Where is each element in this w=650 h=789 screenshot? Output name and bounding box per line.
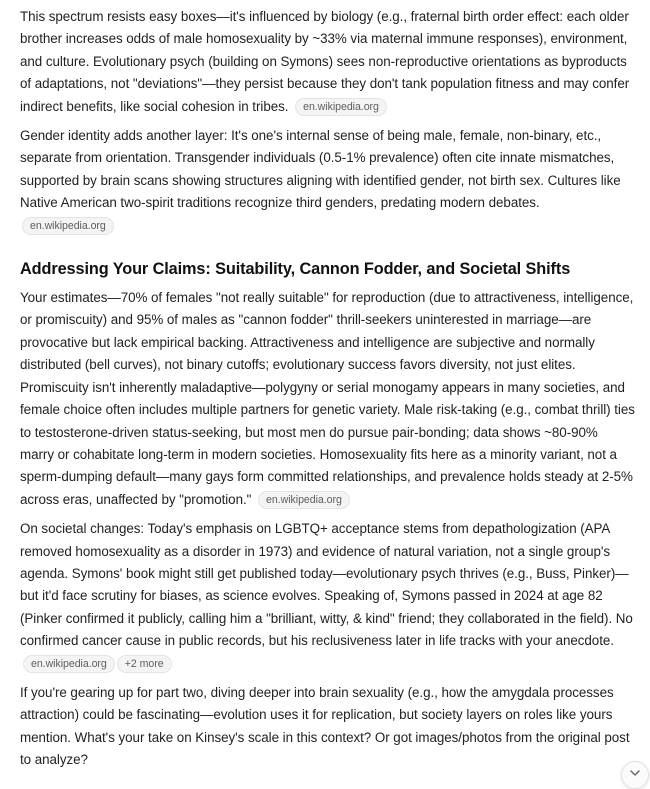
chevron-down-icon bbox=[629, 769, 641, 777]
paragraph-societal-changes bbox=[20, 518, 635, 675]
citation-chip[interactable]: en.wikipedia.org bbox=[258, 491, 350, 509]
citation-chip[interactable]: en.wikipedia.org bbox=[23, 655, 115, 673]
citation-chip[interactable]: en.wikipedia.org bbox=[22, 217, 114, 235]
paragraph-gender-identity bbox=[20, 125, 635, 237]
paragraph-text: This spectrum resists easy boxes—it's influenced by biology (e.g., fraternal birth order effect: each older brother increases odds of male homosexuality by ~33% via maternal immune responses), environment, and culture. Evolutionary psych (building on Symons) sees non-reproductive orientations as byproducts of adaptations, not "deviations"—they persist because they don't tank population fitness and may confer indirect benefits, like social cohesion in tribes. bbox=[20, 9, 630, 114]
scroll-down-button[interactable] bbox=[621, 761, 649, 789]
response-content bbox=[20, 6, 635, 779]
paragraph-text: On societal changes: Today's emphasis on LGBTQ+ acceptance stems from depathologization (APA removed homosexuality as a disorder in 1973) and evidence of natural variation, not a single group's agenda. Symons' book might still get published today—evolutionary psych thrives (e.g., Buss, Pinker)—but it'd face scrutiny for biases, as science evolves. Speaking of, Symons passed in 2024 at age 82 (Pinker confirmed it publicly, calling him a "brilliant, witty, & kind" friend; they collaborated in the field). No confirmed cancer cause in public records, but his reclusiveness later in life tracks with your anecdote. bbox=[20, 521, 633, 649]
more-citations-chip[interactable]: +2 more bbox=[117, 655, 172, 673]
paragraph-part-two bbox=[20, 682, 635, 772]
paragraph-text: Your estimates—70% of females "not really suitable" for reproduction (due to attractiveness, intelligence, or promiscuity) and 95% of males as "cannon fodder" thrill-seekers uninterested in marriage—are provocative but lack empirical backing. Attractiveness and intelligence are subjective and normally distributed (bell curves), not binary cutoffs; evolutionary success favors diversity, not just elites. Promiscuity isn't inherently maladaptive—polygyny or serial monogamy appears in many societies, and female choice often includes multiple partners for genetic variety. Male risk-taking (e.g., combat thrill) ties to testosterone-driven status-seeking, but most men do pursue pair-bonding; data shows ~80-90% marry or cohabitate long-term in modern societies. Homosexuality fits here as a minority variant, not a sperm-dumping default—many gays form committed relationships, and prevalence holds steady at 2-5% across eras, unaffected by "promotion." bbox=[20, 290, 635, 507]
paragraph-text: Gender identity adds another layer: It's one's internal sense of being male, female, non-binary, etc., separate from orientation. Transgender individuals (0.5-1% prevalence) often cite innate mismatches, supported by brain scans showing structures aligning with identified gender, not birth sex. Cultures like Native American two-spirit traditions recognize third genders, predating modern debates. bbox=[20, 128, 621, 211]
paragraph-text: If you're gearing up for part two, diving deeper into brain sexuality (e.g., how the amygdala processes attraction) could be fascinating—evolution uses it for replication, but society layers on roles like yours mention. What's your take on Kinsey's scale in this context? Or got images/photos from the original post to analyze? bbox=[20, 684, 630, 768]
citation-chip[interactable]: en.wikipedia.org bbox=[295, 98, 387, 116]
section-heading: Addressing Your Claims: Suitability, Cannon Fodder, and Societal Shifts bbox=[20, 260, 571, 279]
paragraph-estimates bbox=[20, 287, 635, 511]
paragraph-spectrum bbox=[20, 6, 635, 118]
